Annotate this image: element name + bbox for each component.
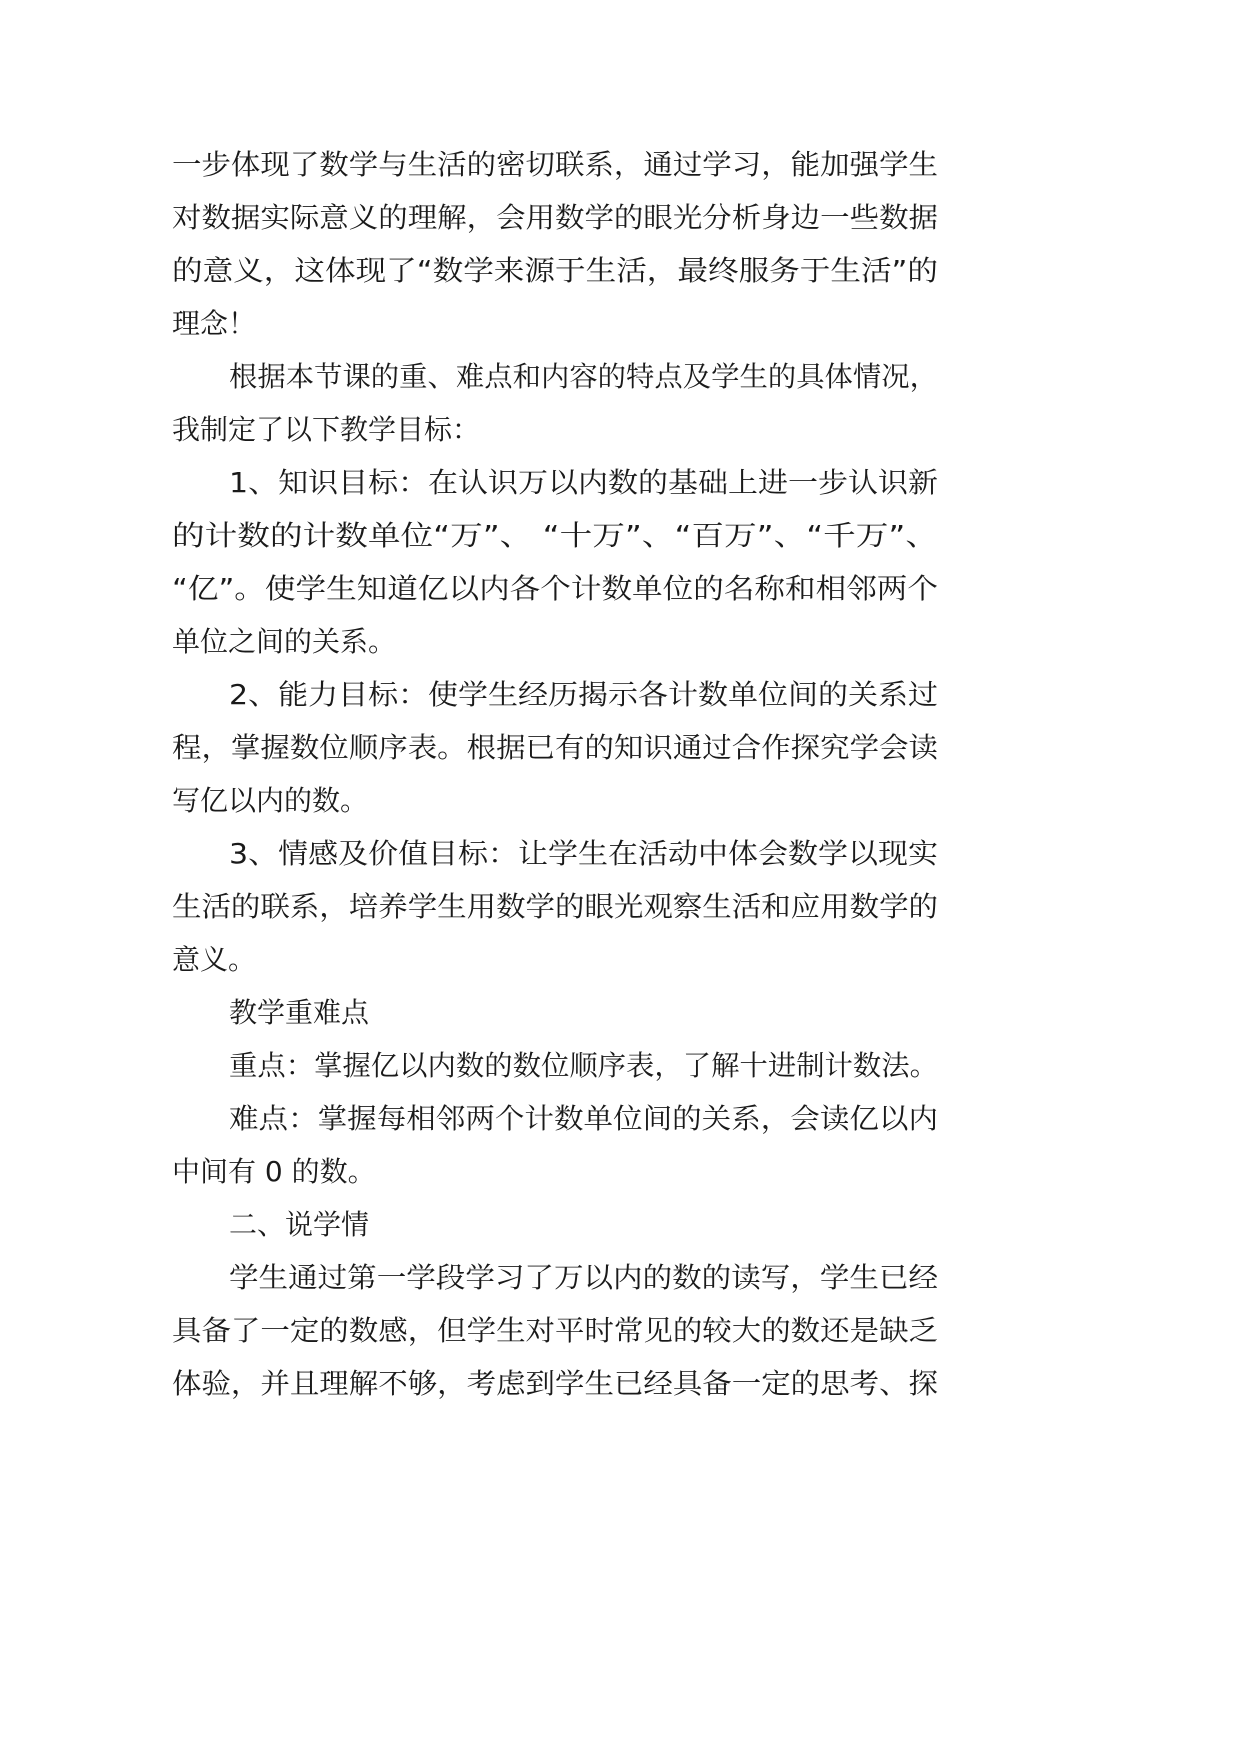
line-text: “亿”。使学生知道亿以内各个计数单位的名称和相邻两个 (172, 572, 938, 605)
line-text: 重点：掌握亿以内数的数位顺序表，了解十进制计数法。 (229, 1049, 938, 1082)
text-line (0, 506, 1241, 566)
line-text: 2、能力目标：使学生经历揭示各计数单位间的关系过 (229, 678, 938, 711)
text-line (0, 135, 1241, 195)
text-line (0, 559, 1241, 619)
text-line (0, 718, 1241, 778)
text-line (0, 877, 1241, 937)
text-line (0, 1354, 1241, 1414)
line-text: 生活的联系，培养学生用数学的眼光观察生活和应用数学的 (172, 890, 938, 923)
text-line (0, 771, 1241, 831)
line-text: 一步体现了数学与生活的密切联系，通过学习，能加强学生 (172, 148, 938, 181)
line-text: 二、说学情 (229, 1208, 370, 1241)
line-text: 具备了一定的数感，但学生对平时常见的较大的数还是缺乏 (172, 1314, 938, 1347)
line-text: 我制定了以下教学目标： (172, 413, 481, 446)
line-text: 中间有 0 的数。 (172, 1155, 376, 1188)
text-line (0, 347, 1241, 407)
text-line (0, 665, 1241, 725)
line-text: 程，掌握数位顺序表。根据已有的知识通过合作探究学会读 (172, 731, 938, 764)
text-line (0, 241, 1241, 301)
text-line (0, 930, 1241, 990)
text-line (0, 1142, 1241, 1202)
text-line (0, 1036, 1241, 1096)
line-text: 单位之间的关系。 (172, 625, 397, 658)
line-text: 的计数的计数单位“万”、 “十万”、“百万”、“千万”、 (172, 519, 938, 552)
text-line (0, 824, 1241, 884)
text-line (0, 400, 1241, 460)
line-text: 的意义，这体现了“数学来源于生活，最终服务于生活”的 (172, 254, 938, 287)
section-heading (0, 983, 1241, 1043)
line-text: 难点：掌握每相邻两个计数单位间的关系，会读亿以内 (229, 1102, 938, 1135)
line-text: 1、知识目标：在认识万以内数的基础上进一步认识新 (229, 466, 938, 499)
line-text: 3、情感及价值目标：让学生在活动中体会数学以现实 (229, 837, 938, 870)
line-text: 理念！ (172, 307, 257, 340)
line-text: 对数据实际意义的理解，会用数学的眼光分析身边一些数据 (172, 201, 938, 234)
line-text: 写亿以内的数。 (172, 784, 369, 817)
line-text: 体验，并且理解不够，考虑到学生已经具备一定的思考、探 (172, 1367, 938, 1400)
line-text: 意义。 (172, 943, 257, 976)
line-text: 教学重难点 (229, 996, 370, 1029)
text-line (0, 453, 1241, 513)
text-line (0, 612, 1241, 672)
text-line (0, 188, 1241, 248)
line-text: 根据本节课的重、难点和内容的特点及学生的具体情况， (229, 360, 938, 393)
line-text: 学生通过第一学段学习了万以内的数的读写，学生已经 (229, 1261, 938, 1294)
text-line (0, 294, 1241, 354)
text-line (0, 1301, 1241, 1361)
section-heading (0, 1195, 1241, 1255)
text-line (0, 1089, 1241, 1149)
text-line (0, 1248, 1241, 1308)
